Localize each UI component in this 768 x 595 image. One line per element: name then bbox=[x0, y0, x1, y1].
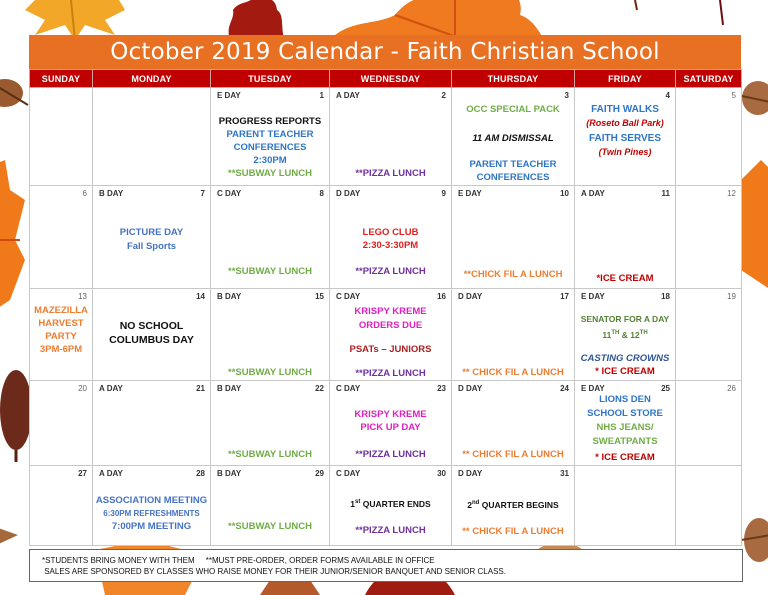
date-number: 26 bbox=[727, 384, 736, 393]
event-conferences: CONFERENCES bbox=[233, 142, 307, 153]
date-number: 18 bbox=[661, 292, 670, 301]
rotation-day-label: B DAY bbox=[99, 189, 124, 198]
date-number: 19 bbox=[727, 292, 736, 301]
day-cell-24 bbox=[452, 381, 575, 466]
event-dismissal: 11 AM DISMISSAL bbox=[472, 133, 554, 144]
date-number: 9 bbox=[441, 189, 446, 198]
date-number: 2 bbox=[441, 91, 446, 100]
rotation-day-label: B DAY bbox=[217, 292, 242, 301]
week-row-4 bbox=[30, 381, 742, 466]
date-number: 29 bbox=[315, 469, 324, 478]
stem-icon bbox=[615, 0, 735, 30]
event-location-twin-pines: (Twin Pines) bbox=[598, 147, 652, 157]
rotation-day-label: E DAY bbox=[217, 91, 241, 100]
day-cell-14 bbox=[93, 289, 211, 381]
day-cell-27 bbox=[30, 466, 93, 546]
weekday-monday: MONDAY bbox=[93, 70, 211, 88]
date-number: 16 bbox=[437, 292, 446, 301]
day-cell-30 bbox=[330, 466, 452, 546]
event-harvest: HARVEST bbox=[38, 318, 84, 329]
day-cell-25 bbox=[575, 381, 676, 466]
day-cell-31 bbox=[452, 466, 575, 546]
week-row-2 bbox=[30, 186, 742, 289]
event-pizza-lunch: **PIZZA LUNCH bbox=[355, 525, 426, 536]
event-chick-fil-a-lunch: ** CHICK FIL A LUNCH bbox=[462, 449, 564, 460]
quarter-text: QUARTER ENDS bbox=[360, 498, 431, 509]
acorn-bottom-icon bbox=[741, 515, 768, 565]
weekday-wednesday: WEDNESDAY bbox=[330, 70, 452, 88]
calendar-grid bbox=[29, 69, 742, 546]
date-number: 24 bbox=[560, 384, 569, 393]
brown-leaf-icon bbox=[0, 75, 30, 115]
day-cell-13 bbox=[30, 289, 93, 381]
day-cell-29 bbox=[211, 466, 330, 546]
day-cell-22 bbox=[211, 381, 330, 466]
rotation-day-label: C DAY bbox=[217, 189, 242, 198]
event-ice-cream: *ICE CREAM bbox=[596, 273, 654, 284]
date-number: 25 bbox=[661, 384, 670, 393]
date-number: 6 bbox=[82, 189, 87, 198]
event-grades bbox=[575, 327, 675, 342]
day-cell-7 bbox=[93, 186, 211, 289]
rotation-day-label: D DAY bbox=[458, 469, 483, 478]
date-number: 31 bbox=[560, 469, 569, 478]
day-cell-28 bbox=[93, 466, 211, 546]
date-number: 11 bbox=[661, 189, 670, 198]
rotation-day-label: B DAY bbox=[217, 384, 242, 393]
event-subway-lunch: **SUBWAY LUNCH bbox=[228, 266, 312, 277]
event-faith-serves: FAITH SERVES bbox=[588, 133, 662, 144]
event-subway-lunch: **SUBWAY LUNCH bbox=[228, 367, 312, 378]
footer-line-1: *STUDENTS BRING MONEY WITH THEM **MUST PRE-ORDER, ORDER FORMS AVAILABLE IN OFFICE bbox=[42, 556, 435, 565]
day-cell-23 bbox=[330, 381, 452, 466]
rotation-day-label: A DAY bbox=[99, 384, 123, 393]
event-subway-lunch: **SUBWAY LUNCH bbox=[228, 521, 312, 532]
rotation-day-label: E DAY bbox=[458, 189, 482, 198]
weekday-tuesday: TUESDAY bbox=[211, 70, 330, 88]
superscript: nd bbox=[472, 500, 480, 506]
rotation-day-label: A DAY bbox=[581, 189, 605, 198]
pinecone-icon bbox=[0, 365, 30, 465]
day-cell-5 bbox=[676, 88, 742, 186]
day-cell-26 bbox=[676, 381, 742, 466]
rotation-day-label: D DAY bbox=[458, 292, 483, 301]
event-association-meeting: ASSOCIATION MEETING bbox=[95, 495, 208, 506]
event-ice-cream: * ICE CREAM bbox=[595, 366, 655, 377]
event-no-school: NO SCHOOL bbox=[119, 320, 184, 332]
date-number: 17 bbox=[560, 292, 569, 301]
rotation-day-label: B DAY bbox=[217, 469, 242, 478]
week-row-3 bbox=[30, 289, 742, 381]
event-parent-teacher: PARENT TEACHER bbox=[226, 129, 314, 140]
event-chick-fil-a-lunch: **CHICK FIL A LUNCH bbox=[463, 269, 563, 280]
date-number: 28 bbox=[196, 469, 205, 478]
day-cell-2 bbox=[330, 88, 452, 186]
day-cell-3 bbox=[452, 88, 575, 186]
event-progress-reports: PROGRESS REPORTS bbox=[218, 116, 322, 127]
date-number: 10 bbox=[560, 189, 569, 198]
event-party-time: 3PM-6PM bbox=[39, 344, 83, 355]
grade-11: 11 bbox=[602, 329, 612, 340]
event-picture-day: PICTURE DAY bbox=[119, 227, 184, 238]
week-row-5 bbox=[30, 466, 742, 546]
day-cell-19 bbox=[676, 289, 742, 381]
day-cell-10 bbox=[452, 186, 575, 289]
day-cell-9 bbox=[330, 186, 452, 289]
day-cell-8 bbox=[211, 186, 330, 289]
event-columbus-day: COLUMBUS DAY bbox=[109, 334, 194, 346]
day-cell-empty bbox=[575, 466, 676, 546]
brown-leaf-bottom-icon bbox=[0, 520, 20, 550]
day-cell-12 bbox=[676, 186, 742, 289]
day-cell-1 bbox=[211, 88, 330, 186]
day-cell-empty bbox=[676, 466, 742, 546]
rotation-day-label: A DAY bbox=[99, 469, 123, 478]
yellow-maple-leaf-icon bbox=[15, 0, 135, 40]
event-pizza-lunch: **PIZZA LUNCH bbox=[355, 368, 426, 379]
acorn-icon bbox=[740, 78, 768, 118]
rotation-day-label: D DAY bbox=[336, 189, 361, 198]
event-lego-club: LEGO CLUB bbox=[362, 227, 419, 238]
rotation-day-label: C DAY bbox=[336, 469, 361, 478]
event-conferences: CONFERENCES bbox=[476, 172, 550, 183]
event-casting-crowns: CASTING CROWNS bbox=[580, 353, 670, 364]
date-number: 8 bbox=[319, 189, 324, 198]
footer-line-2: SALES ARE SPONSORED BY CLASSES WHO RAISE MONEY FOR THEIR JUNIOR/SENIOR BANQUET AND SENIOR CLASS. bbox=[42, 567, 506, 576]
quarter-text: QUARTER BEGINS bbox=[479, 499, 559, 510]
event-parent-teacher: PARENT TEACHER bbox=[469, 159, 557, 170]
day-cell-empty bbox=[30, 88, 93, 186]
event-school-store: SCHOOL STORE bbox=[587, 408, 663, 419]
rotation-day-label: C DAY bbox=[336, 384, 361, 393]
event-quarter-begins bbox=[452, 497, 574, 512]
event-time: 2:30PM bbox=[253, 155, 287, 166]
ordinal: 1 bbox=[350, 498, 355, 509]
rotation-day-label: D DAY bbox=[458, 384, 483, 393]
weekday-header-row bbox=[30, 70, 742, 88]
event-subway-lunch: **SUBWAY LUNCH bbox=[228, 168, 312, 179]
day-cell-16 bbox=[330, 289, 452, 381]
date-number: 4 bbox=[665, 91, 670, 100]
rotation-day-label: A DAY bbox=[336, 91, 360, 100]
rotation-day-label: E DAY bbox=[581, 384, 605, 393]
calendar-title: October 2019 Calendar - Faith Christian School bbox=[29, 35, 741, 69]
orange-maple-leaf-left-icon bbox=[0, 160, 30, 320]
week-row-1 bbox=[30, 88, 742, 186]
weekday-friday: FRIDAY bbox=[575, 70, 676, 88]
date-number: 27 bbox=[78, 469, 87, 478]
date-number: 13 bbox=[78, 292, 87, 301]
event-pizza-lunch: **PIZZA LUNCH bbox=[355, 266, 426, 277]
event-faith-walks: FAITH WALKS bbox=[591, 104, 659, 115]
event-senator-for-a-day: SENATOR FOR A DAY bbox=[580, 314, 670, 324]
orange-maple-leaf-right-icon bbox=[741, 160, 768, 300]
date-number: 5 bbox=[731, 91, 736, 100]
date-number: 1 bbox=[319, 91, 324, 100]
event-pizza-lunch: **PIZZA LUNCH bbox=[355, 449, 426, 460]
event-mazezilla: MAZEZILLA bbox=[34, 305, 88, 316]
event-krispy-kreme: KRISPY KREME bbox=[354, 409, 427, 420]
date-number: 20 bbox=[78, 384, 87, 393]
date-number: 7 bbox=[200, 189, 205, 198]
red-oak-leaf-icon bbox=[215, 0, 295, 40]
date-number: 30 bbox=[437, 469, 446, 478]
event-location-roseto: (Roseto Ball Park) bbox=[586, 118, 664, 128]
day-cell-18 bbox=[575, 289, 676, 381]
superscript: st bbox=[355, 499, 361, 505]
ordinal: 2 bbox=[467, 499, 473, 510]
day-cell-11 bbox=[575, 186, 676, 289]
event-nhs-jeans: NHS JEANS/ bbox=[596, 422, 654, 433]
day-cell-6 bbox=[30, 186, 93, 289]
rotation-day-label: C DAY bbox=[336, 292, 361, 301]
date-number: 15 bbox=[315, 292, 324, 301]
date-number: 14 bbox=[196, 292, 205, 301]
weekday-sunday: SUNDAY bbox=[30, 70, 93, 88]
day-cell-15 bbox=[211, 289, 330, 381]
orange-maple-leaf-icon bbox=[335, 0, 545, 40]
date-number: 21 bbox=[196, 384, 205, 393]
date-number: 23 bbox=[437, 384, 446, 393]
date-number: 22 bbox=[315, 384, 324, 393]
superscript: TH bbox=[611, 330, 620, 336]
footer-notes bbox=[29, 549, 743, 582]
rotation-day-label: E DAY bbox=[581, 292, 605, 301]
event-meeting-time: 7:00PM MEETING bbox=[111, 521, 192, 532]
event-krispy-kreme: KRISPY KREME bbox=[354, 306, 427, 317]
event-psats: PSATs – JUNIORS bbox=[349, 344, 432, 355]
event-pizza-lunch: **PIZZA LUNCH bbox=[355, 168, 426, 179]
event-party: PARTY bbox=[45, 331, 77, 342]
day-cell-17 bbox=[452, 289, 575, 381]
day-cell-empty bbox=[93, 88, 211, 186]
event-lego-time: 2:30-3:30PM bbox=[362, 240, 419, 251]
event-orders-due: ORDERS DUE bbox=[358, 320, 423, 331]
event-chick-fil-a-lunch: ** CHICK FIL A LUNCH bbox=[462, 367, 564, 378]
day-cell-4 bbox=[575, 88, 676, 186]
day-cell-20 bbox=[30, 381, 93, 466]
event-pick-up-day: PICK UP DAY bbox=[360, 422, 421, 433]
event-ice-cream: * ICE CREAM bbox=[595, 452, 655, 463]
event-sweatpants: SWEATPANTS bbox=[592, 436, 658, 447]
event-fall-sports: Fall Sports bbox=[126, 241, 177, 252]
event-chick-fil-a-lunch: ** CHICK FIL A LUNCH bbox=[462, 526, 564, 537]
event-occ-special-pack: OCC SPECIAL PACK bbox=[466, 104, 560, 115]
weekday-saturday: SATURDAY bbox=[676, 70, 742, 88]
superscript: TH bbox=[639, 330, 648, 336]
weekday-thursday: THURSDAY bbox=[452, 70, 575, 88]
event-quarter-ends bbox=[330, 496, 451, 511]
event-lions-den: LIONS DEN bbox=[599, 394, 651, 405]
date-number: 3 bbox=[564, 91, 569, 100]
date-number: 12 bbox=[727, 189, 736, 198]
event-subway-lunch: **SUBWAY LUNCH bbox=[228, 449, 312, 460]
day-cell-21 bbox=[93, 381, 211, 466]
grade-12: & 12 bbox=[619, 329, 640, 340]
event-refreshments: 6:30PM REFRESHMENTS bbox=[103, 509, 200, 518]
